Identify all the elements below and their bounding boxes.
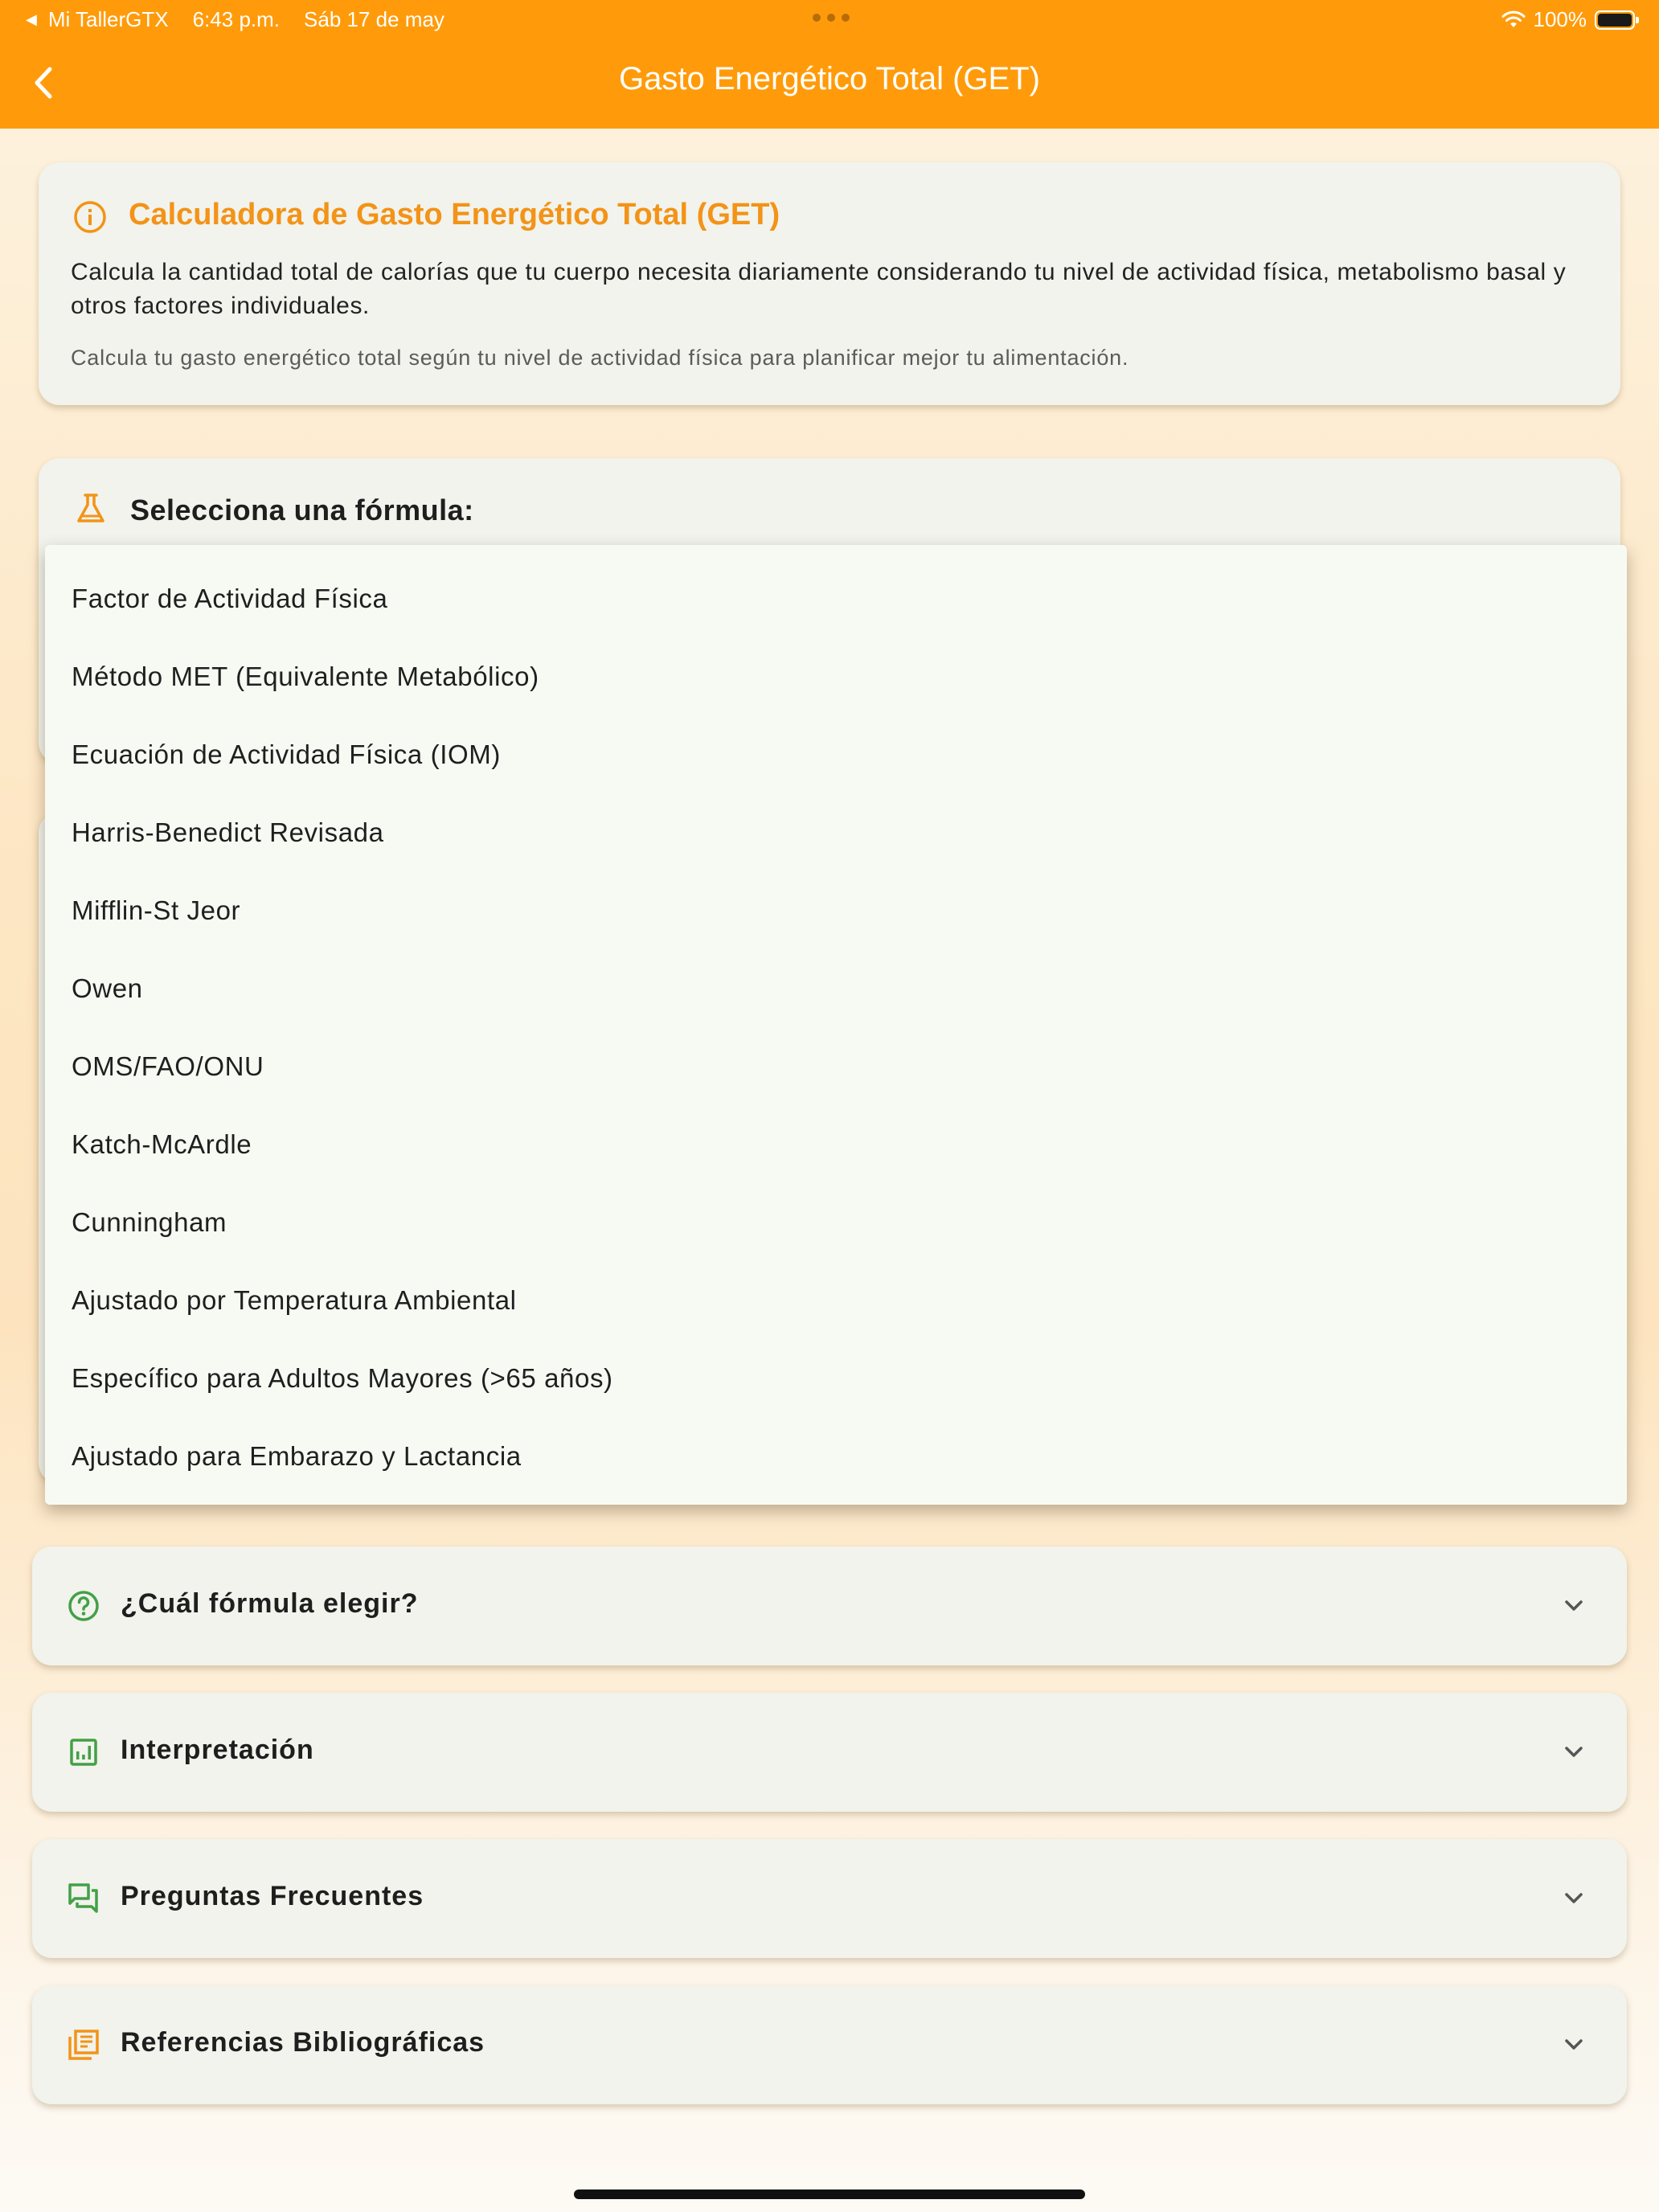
- accordion-label: Referencias Bibliográficas: [121, 2027, 485, 2058]
- accordion-references[interactable]: [32, 1985, 1627, 2104]
- back-to-app-icon[interactable]: ◀: [26, 11, 37, 27]
- info-icon: [72, 199, 108, 235]
- formula-option[interactable]: Ajustado para Embarazo y Lactancia: [72, 1441, 522, 1471]
- formula-option[interactable]: Método MET (Equivalente Metabólico): [72, 662, 539, 691]
- status-date: Sáb 17 de may: [304, 7, 444, 31]
- accordion-which-formula[interactable]: [32, 1546, 1627, 1665]
- formula-option[interactable]: Ecuación de Actividad Física (IOM): [72, 739, 501, 769]
- info-card-description: Calcula la cantidad total de calorías que tu cuerpo necesita diariamente considerando tu nivel de actividad física, metabolismo basal y otros factores individuales.: [71, 259, 1567, 319]
- library-books-icon: [66, 2027, 101, 2062]
- formula-option[interactable]: Cunningham: [72, 1207, 227, 1237]
- accordion-interpretation[interactable]: [32, 1693, 1627, 1812]
- wifi-icon: [1501, 10, 1526, 30]
- home-indicator[interactable]: [574, 2189, 1085, 2199]
- status-time: 6:43 p.m.: [192, 7, 281, 31]
- chevron-down-icon[interactable]: [1561, 1593, 1587, 1619]
- accordion-label: Preguntas Frecuentes: [121, 1881, 424, 1911]
- info-card-subtext: Calcula tu gasto energético total según tu nivel de actividad física para planificar mejor tu alimentación.: [71, 346, 1129, 370]
- formula-selector-label: Selecciona una fórmula:: [130, 494, 474, 526]
- page-title: Gasto Energético Total (GET): [619, 61, 1040, 96]
- status-right: [1501, 7, 1636, 32]
- battery-icon: [1595, 10, 1635, 30]
- formula-option[interactable]: Específico para Adultos Mayores (>65 años): [72, 1363, 613, 1393]
- chevron-down-icon[interactable]: [1561, 1886, 1587, 1911]
- chevron-down-icon[interactable]: [1561, 2032, 1587, 2058]
- info-card-title: Calculadora de Gasto Energético Total (GET): [129, 198, 780, 231]
- formula-option[interactable]: Ajustado por Temperatura Ambiental: [72, 1285, 517, 1315]
- status-bar: [0, 0, 1659, 39]
- flask-icon: [74, 492, 108, 526]
- formula-option[interactable]: Katch-McArdle: [72, 1129, 252, 1159]
- back-to-app-label[interactable]: Mi TallerGTX: [47, 7, 169, 31]
- info-card: [39, 162, 1620, 405]
- formula-dropdown-menu: [45, 545, 1627, 1505]
- formula-option[interactable]: Mifflin-St Jeor: [72, 895, 241, 925]
- formula-option[interactable]: Factor de Actividad Física: [72, 584, 388, 613]
- chart-box-icon: [66, 1735, 101, 1770]
- multitasking-dots-icon[interactable]: [813, 14, 850, 22]
- battery-percent: 100%: [1533, 7, 1587, 31]
- app-header: [0, 0, 1659, 129]
- formula-option[interactable]: Owen: [72, 973, 143, 1003]
- accordion-faq[interactable]: [32, 1839, 1627, 1958]
- chevron-down-icon[interactable]: [1561, 1739, 1587, 1765]
- accordion-label: Interpretación: [121, 1735, 314, 1765]
- formula-option[interactable]: Harris-Benedict Revisada: [72, 817, 384, 847]
- chat-bubbles-icon: [66, 1881, 101, 1916]
- accordion-label: ¿Cuál fórmula elegir?: [121, 1588, 419, 1619]
- help-circle-icon: [66, 1588, 101, 1624]
- status-left: [26, 7, 444, 32]
- formula-option[interactable]: OMS/FAO/ONU: [72, 1051, 264, 1081]
